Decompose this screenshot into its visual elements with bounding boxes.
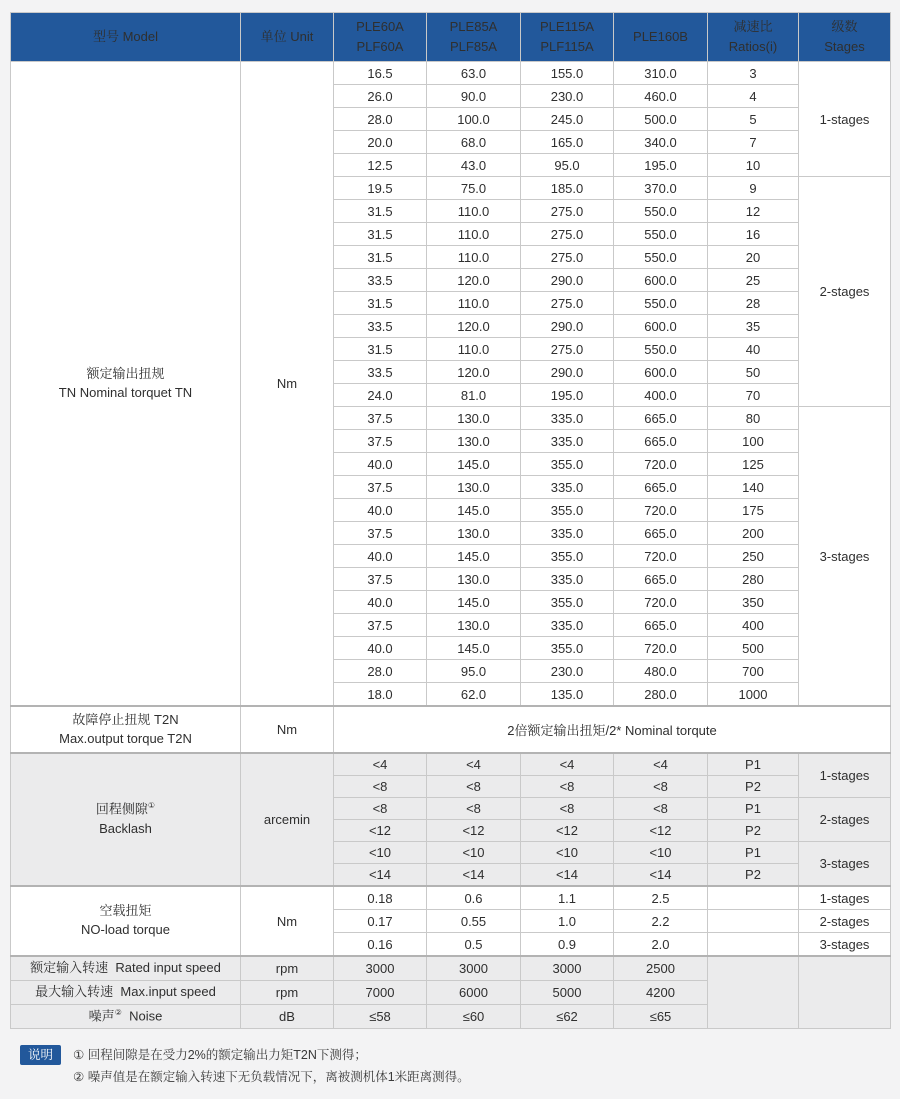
torque-value-cell: 20.0 bbox=[334, 131, 427, 154]
speed-noise-row bbox=[11, 956, 891, 981]
torque-value-cell: 40.0 bbox=[334, 499, 427, 522]
torque-value-cell: 110.0 bbox=[427, 223, 521, 246]
backlash-value-cell: <14 bbox=[614, 864, 708, 887]
torque-value-cell: 550.0 bbox=[614, 223, 708, 246]
max-output-torque-label-en: Max.output torque T2N bbox=[59, 730, 192, 746]
footnote-marker: ② bbox=[114, 1007, 122, 1017]
backlash-value-cell: <4 bbox=[614, 753, 708, 776]
torque-value-cell: 335.0 bbox=[521, 568, 614, 591]
noload-value-cell: 0.55 bbox=[427, 910, 521, 933]
ratio-empty-cell bbox=[708, 910, 799, 933]
torque-value-cell: 26.0 bbox=[334, 85, 427, 108]
torque-value-cell: 355.0 bbox=[521, 545, 614, 568]
backlash-value-cell: <8 bbox=[521, 776, 614, 798]
torque-value-cell: 33.5 bbox=[334, 269, 427, 292]
nominal-torque-label bbox=[11, 62, 241, 707]
torque-value-cell: 145.0 bbox=[427, 499, 521, 522]
noload-value-cell: 0.6 bbox=[427, 886, 521, 910]
torque-value-cell: 340.0 bbox=[614, 131, 708, 154]
torque-value-cell: 31.5 bbox=[334, 292, 427, 315]
torque-value-cell: 28.0 bbox=[334, 108, 427, 131]
torque-value-cell: 550.0 bbox=[614, 338, 708, 361]
noload-torque-label-cn: 空载扭矩 bbox=[99, 903, 152, 919]
torque-value-cell: 355.0 bbox=[521, 499, 614, 522]
speed-noise-value-cell: ≤60 bbox=[427, 1005, 521, 1029]
torque-value-cell: 230.0 bbox=[521, 85, 614, 108]
max-output-torque-value: 2倍额定输出扭矩/2* Nominal torqute bbox=[334, 706, 891, 753]
ratio-cell: 5 bbox=[708, 108, 799, 131]
ratio-cell: 400 bbox=[708, 614, 799, 637]
torque-value-cell: 40.0 bbox=[334, 545, 427, 568]
torque-value-cell: 145.0 bbox=[427, 453, 521, 476]
torque-value-cell: 600.0 bbox=[614, 315, 708, 338]
note-line-1: ① 回程间隙是在受力2%的额定输出力矩T2N下测得； bbox=[73, 1048, 367, 1062]
stage-cell: 2-stages bbox=[799, 177, 891, 407]
torque-value-cell: 720.0 bbox=[614, 453, 708, 476]
torque-value-cell: 130.0 bbox=[427, 522, 521, 545]
torque-value-cell: 40.0 bbox=[334, 637, 427, 660]
col-header-ratios bbox=[708, 13, 799, 62]
speed-noise-label bbox=[11, 1005, 241, 1029]
torque-value-cell: 37.5 bbox=[334, 430, 427, 453]
torque-value-cell: 665.0 bbox=[614, 430, 708, 453]
torque-value-cell: 290.0 bbox=[521, 269, 614, 292]
backlash-value-cell: <8 bbox=[334, 776, 427, 798]
torque-value-cell: 600.0 bbox=[614, 269, 708, 292]
col-header-ple85 bbox=[427, 13, 521, 62]
ratios-label-en: Ratios(i) bbox=[728, 39, 778, 54]
torque-value-cell: 145.0 bbox=[427, 637, 521, 660]
torque-value-cell: 460.0 bbox=[614, 85, 708, 108]
model-name: PLE160B bbox=[633, 28, 688, 44]
speed-noise-label-cn: 额定输入转速 bbox=[30, 960, 109, 976]
torque-value-cell: 335.0 bbox=[521, 614, 614, 637]
ratio-empty-cell bbox=[708, 956, 799, 1029]
ratio-cell: 12 bbox=[708, 200, 799, 223]
torque-value-cell: 720.0 bbox=[614, 591, 708, 614]
torque-value-cell: 275.0 bbox=[521, 200, 614, 223]
col-header-ple60 bbox=[334, 13, 427, 62]
ratio-cell: 175 bbox=[708, 499, 799, 522]
ratio-cell: 4 bbox=[708, 85, 799, 108]
ratio-cell: 40 bbox=[708, 338, 799, 361]
torque-value-cell: 120.0 bbox=[427, 269, 521, 292]
torque-value-cell: 720.0 bbox=[614, 499, 708, 522]
col-header-model: 型号 Model bbox=[11, 13, 241, 62]
torque-value-cell: 130.0 bbox=[427, 407, 521, 430]
backlash-value-cell: <10 bbox=[614, 842, 708, 864]
torque-value-cell: 550.0 bbox=[614, 200, 708, 223]
stage-cell: 2-stages bbox=[799, 910, 891, 933]
precision-grade-cell: P1 bbox=[708, 798, 799, 820]
ratio-cell: 7 bbox=[708, 131, 799, 154]
precision-grade-cell: P2 bbox=[708, 864, 799, 887]
nominal-torque-label-en: TN Nominal torquet TN bbox=[58, 384, 193, 400]
ratio-cell: 125 bbox=[708, 453, 799, 476]
torque-value-cell: 63.0 bbox=[427, 62, 521, 85]
stages-label-en: Stages bbox=[824, 39, 865, 54]
noload-torque-row bbox=[11, 886, 891, 910]
ratio-cell: 25 bbox=[708, 269, 799, 292]
unit-cell: Nm bbox=[241, 62, 334, 707]
footnotes bbox=[10, 1045, 890, 1089]
torque-value-cell: 19.5 bbox=[334, 177, 427, 200]
torque-value-cell: 275.0 bbox=[521, 338, 614, 361]
torque-value-cell: 31.5 bbox=[334, 223, 427, 246]
speed-noise-label-en: Noise bbox=[121, 1008, 163, 1024]
torque-value-cell: 37.5 bbox=[334, 476, 427, 499]
ratio-cell: 50 bbox=[708, 361, 799, 384]
torque-value-cell: 33.5 bbox=[334, 361, 427, 384]
speed-noise-value-cell: 7000 bbox=[334, 981, 427, 1005]
ratio-cell: 140 bbox=[708, 476, 799, 499]
torque-value-cell: 31.5 bbox=[334, 246, 427, 269]
backlash-value-cell: <4 bbox=[521, 753, 614, 776]
stage-cell: 3-stages bbox=[799, 407, 891, 707]
stage-cell: 2-stages bbox=[799, 798, 891, 842]
speed-noise-value-cell: 3000 bbox=[521, 956, 614, 981]
torque-value-cell: 12.5 bbox=[334, 154, 427, 177]
ratio-cell: 20 bbox=[708, 246, 799, 269]
torque-value-cell: 130.0 bbox=[427, 430, 521, 453]
ratio-cell: 200 bbox=[708, 522, 799, 545]
torque-value-cell: 480.0 bbox=[614, 660, 708, 683]
ratio-cell: 250 bbox=[708, 545, 799, 568]
ratio-empty-cell bbox=[708, 933, 799, 957]
torque-value-cell: 130.0 bbox=[427, 476, 521, 499]
stage-empty-cell bbox=[799, 956, 891, 1029]
torque-value-cell: 110.0 bbox=[427, 200, 521, 223]
notes-badge: 说明 bbox=[20, 1045, 61, 1065]
noload-value-cell: 0.16 bbox=[334, 933, 427, 957]
torque-value-cell: 155.0 bbox=[521, 62, 614, 85]
ratio-cell: 80 bbox=[708, 407, 799, 430]
torque-value-cell: 28.0 bbox=[334, 660, 427, 683]
ratio-cell: 350 bbox=[708, 591, 799, 614]
torque-value-cell: 33.5 bbox=[334, 315, 427, 338]
stage-cell: 3-stages bbox=[799, 933, 891, 957]
torque-value-cell: 130.0 bbox=[427, 568, 521, 591]
torque-value-cell: 110.0 bbox=[427, 338, 521, 361]
speed-noise-value-cell: 6000 bbox=[427, 981, 521, 1005]
precision-grade-cell: P2 bbox=[708, 776, 799, 798]
torque-value-cell: 335.0 bbox=[521, 476, 614, 499]
backlash-value-cell: <8 bbox=[427, 798, 521, 820]
ratio-cell: 500 bbox=[708, 637, 799, 660]
torque-value-cell: 185.0 bbox=[521, 177, 614, 200]
model-name: PLE60A bbox=[356, 18, 404, 34]
max-output-torque-row bbox=[11, 706, 891, 753]
torque-value-cell: 550.0 bbox=[614, 246, 708, 269]
ratio-cell: 70 bbox=[708, 384, 799, 407]
noload-value-cell: 1.0 bbox=[521, 910, 614, 933]
stages-label-cn: 级数 bbox=[831, 18, 858, 34]
model-name: PLF85A bbox=[450, 39, 497, 54]
torque-value-cell: 665.0 bbox=[614, 614, 708, 637]
backlash-value-cell: <10 bbox=[427, 842, 521, 864]
max-output-torque-label bbox=[11, 706, 241, 753]
torque-value-cell: 110.0 bbox=[427, 246, 521, 269]
torque-value-cell: 355.0 bbox=[521, 637, 614, 660]
torque-value-cell: 310.0 bbox=[614, 62, 708, 85]
noload-value-cell: 0.5 bbox=[427, 933, 521, 957]
backlash-value-cell: <4 bbox=[427, 753, 521, 776]
torque-value-cell: 62.0 bbox=[427, 683, 521, 707]
backlash-value-cell: <8 bbox=[334, 798, 427, 820]
backlash-value-cell: <8 bbox=[614, 798, 708, 820]
ratio-cell: 1000 bbox=[708, 683, 799, 707]
notes-lines bbox=[73, 1045, 470, 1089]
speed-noise-label-en: Rated input speed bbox=[108, 960, 221, 976]
max-output-torque-label-cn: 故障停止扭规 T2N bbox=[72, 711, 179, 727]
torque-value-cell: 110.0 bbox=[427, 292, 521, 315]
torque-value-cell: 31.5 bbox=[334, 200, 427, 223]
backlash-row bbox=[11, 753, 891, 776]
stage-cell: 1-stages bbox=[799, 62, 891, 177]
ratio-cell: 100 bbox=[708, 430, 799, 453]
col-header-unit: 单位 Unit bbox=[241, 13, 334, 62]
backlash-value-cell: <14 bbox=[427, 864, 521, 887]
torque-value-cell: 600.0 bbox=[614, 361, 708, 384]
torque-value-cell: 335.0 bbox=[521, 430, 614, 453]
speed-noise-value-cell: 2500 bbox=[614, 956, 708, 981]
torque-value-cell: 37.5 bbox=[334, 522, 427, 545]
torque-value-cell: 81.0 bbox=[427, 384, 521, 407]
torque-value-cell: 400.0 bbox=[614, 384, 708, 407]
backlash-value-cell: <12 bbox=[427, 820, 521, 842]
torque-value-cell: 665.0 bbox=[614, 407, 708, 430]
noload-torque-label-en: NO-load torque bbox=[81, 922, 170, 937]
torque-value-cell: 40.0 bbox=[334, 453, 427, 476]
speed-noise-value-cell: ≤62 bbox=[521, 1005, 614, 1029]
torque-value-cell: 37.5 bbox=[334, 614, 427, 637]
torque-value-cell: 500.0 bbox=[614, 108, 708, 131]
model-name: PLE115A bbox=[540, 18, 594, 34]
unit-cell: dB bbox=[241, 1005, 334, 1029]
torque-value-cell: 24.0 bbox=[334, 384, 427, 407]
backlash-value-cell: <12 bbox=[521, 820, 614, 842]
torque-value-cell: 165.0 bbox=[521, 131, 614, 154]
unit-cell: Nm bbox=[241, 886, 334, 956]
torque-value-cell: 275.0 bbox=[521, 223, 614, 246]
speed-noise-value-cell: 3000 bbox=[427, 956, 521, 981]
ratio-cell: 16 bbox=[708, 223, 799, 246]
col-header-ple115 bbox=[521, 13, 614, 62]
torque-value-cell: 280.0 bbox=[614, 683, 708, 707]
model-name: PLF60A bbox=[356, 39, 404, 54]
precision-grade-cell: P2 bbox=[708, 820, 799, 842]
torque-value-cell: 195.0 bbox=[521, 384, 614, 407]
ratio-cell: 280 bbox=[708, 568, 799, 591]
torque-value-cell: 355.0 bbox=[521, 591, 614, 614]
speed-noise-label-en: Max.input speed bbox=[113, 984, 216, 1000]
noload-torque-label bbox=[11, 886, 241, 956]
torque-value-cell: 665.0 bbox=[614, 476, 708, 499]
torque-value-cell: 68.0 bbox=[427, 131, 521, 154]
torque-value-cell: 43.0 bbox=[427, 154, 521, 177]
backlash-value-cell: <10 bbox=[334, 842, 427, 864]
noload-value-cell: 2.5 bbox=[614, 886, 708, 910]
torque-value-cell: 90.0 bbox=[427, 85, 521, 108]
speed-noise-label bbox=[11, 956, 241, 981]
model-name: PLE85A bbox=[449, 18, 498, 34]
torque-value-cell: 16.5 bbox=[334, 62, 427, 85]
unit-cell: rpm bbox=[241, 956, 334, 981]
torque-value-cell: 335.0 bbox=[521, 522, 614, 545]
ratio-cell: 9 bbox=[708, 177, 799, 200]
torque-value-cell: 120.0 bbox=[427, 315, 521, 338]
col-header-stages bbox=[799, 13, 891, 62]
torque-value-cell: 370.0 bbox=[614, 177, 708, 200]
noload-value-cell: 0.9 bbox=[521, 933, 614, 957]
model-name: PLF115A bbox=[540, 39, 594, 54]
stage-cell: 3-stages bbox=[799, 842, 891, 887]
precision-grade-cell: P1 bbox=[708, 842, 799, 864]
torque-value-cell: 145.0 bbox=[427, 545, 521, 568]
noload-value-cell: 2.0 bbox=[614, 933, 708, 957]
noload-value-cell: 2.2 bbox=[614, 910, 708, 933]
nominal-torque-label-cn: 额定输出扭规 bbox=[86, 365, 165, 381]
noload-value-cell: 1.1 bbox=[521, 886, 614, 910]
backlash-value-cell: <14 bbox=[334, 864, 427, 887]
unit-cell: Nm bbox=[241, 706, 334, 753]
torque-value-cell: 665.0 bbox=[614, 568, 708, 591]
torque-value-cell: 95.0 bbox=[521, 154, 614, 177]
torque-value-cell: 145.0 bbox=[427, 591, 521, 614]
col-header-ple160 bbox=[614, 13, 708, 62]
speed-noise-value-cell: 3000 bbox=[334, 956, 427, 981]
torque-value-cell: 290.0 bbox=[521, 361, 614, 384]
ratio-cell: 10 bbox=[708, 154, 799, 177]
torque-value-cell: 95.0 bbox=[427, 660, 521, 683]
speed-noise-label-cn: 最大输入转速 bbox=[35, 984, 114, 1000]
backlash-value-cell: <4 bbox=[334, 753, 427, 776]
torque-value-cell: 75.0 bbox=[427, 177, 521, 200]
backlash-value-cell: <14 bbox=[521, 864, 614, 887]
ratio-cell: 35 bbox=[708, 315, 799, 338]
backlash-label bbox=[11, 753, 241, 886]
note-line-2: ② 噪声值是在额定输入转速下无负载情况下，离被测机体1米距离测得。 bbox=[73, 1069, 470, 1084]
ratio-empty-cell bbox=[708, 886, 799, 910]
nominal-torque-row bbox=[11, 62, 891, 85]
torque-value-cell: 550.0 bbox=[614, 292, 708, 315]
backlash-value-cell: <10 bbox=[521, 842, 614, 864]
backlash-value-cell: <12 bbox=[334, 820, 427, 842]
speed-noise-value-cell: ≤58 bbox=[334, 1005, 427, 1029]
torque-value-cell: 665.0 bbox=[614, 522, 708, 545]
speed-noise-label bbox=[11, 981, 241, 1005]
torque-value-cell: 230.0 bbox=[521, 660, 614, 683]
backlash-value-cell: <8 bbox=[427, 776, 521, 798]
speed-noise-value-cell: ≤65 bbox=[614, 1005, 708, 1029]
speed-noise-value-cell: 5000 bbox=[521, 981, 614, 1005]
ratio-cell: 3 bbox=[708, 62, 799, 85]
backlash-value-cell: <8 bbox=[521, 798, 614, 820]
backlash-value-cell: <8 bbox=[614, 776, 708, 798]
torque-value-cell: 275.0 bbox=[521, 292, 614, 315]
ratio-cell: 700 bbox=[708, 660, 799, 683]
speed-noise-label-cn: 噪声 bbox=[88, 1008, 115, 1024]
stage-cell: 1-stages bbox=[799, 886, 891, 910]
footnote-marker: ① bbox=[147, 801, 156, 811]
noload-value-cell: 0.18 bbox=[334, 886, 427, 910]
torque-value-cell: 37.5 bbox=[334, 568, 427, 591]
torque-value-cell: 135.0 bbox=[521, 683, 614, 707]
torque-value-cell: 31.5 bbox=[334, 338, 427, 361]
torque-value-cell: 37.5 bbox=[334, 407, 427, 430]
torque-value-cell: 245.0 bbox=[521, 108, 614, 131]
spec-table bbox=[10, 12, 891, 1029]
backlash-label-en: Backlash bbox=[99, 820, 152, 836]
torque-value-cell: 290.0 bbox=[521, 315, 614, 338]
backlash-value-cell: <12 bbox=[614, 820, 708, 842]
ratios-label-cn: 减速比 bbox=[733, 18, 773, 34]
torque-value-cell: 335.0 bbox=[521, 407, 614, 430]
torque-value-cell: 18.0 bbox=[334, 683, 427, 707]
torque-value-cell: 355.0 bbox=[521, 453, 614, 476]
noload-value-cell: 0.17 bbox=[334, 910, 427, 933]
speed-noise-value-cell: 4200 bbox=[614, 981, 708, 1005]
stage-cell: 1-stages bbox=[799, 753, 891, 798]
header-row bbox=[11, 13, 891, 62]
torque-value-cell: 275.0 bbox=[521, 246, 614, 269]
backlash-label-cn: 回程侧隙① bbox=[95, 801, 156, 817]
precision-grade-cell: P1 bbox=[708, 753, 799, 776]
torque-value-cell: 100.0 bbox=[427, 108, 521, 131]
torque-value-cell: 120.0 bbox=[427, 361, 521, 384]
ratio-cell: 28 bbox=[708, 292, 799, 315]
torque-value-cell: 130.0 bbox=[427, 614, 521, 637]
torque-value-cell: 195.0 bbox=[614, 154, 708, 177]
unit-cell: arcemin bbox=[241, 753, 334, 886]
torque-value-cell: 720.0 bbox=[614, 637, 708, 660]
torque-value-cell: 720.0 bbox=[614, 545, 708, 568]
unit-cell: rpm bbox=[241, 981, 334, 1005]
torque-value-cell: 40.0 bbox=[334, 591, 427, 614]
